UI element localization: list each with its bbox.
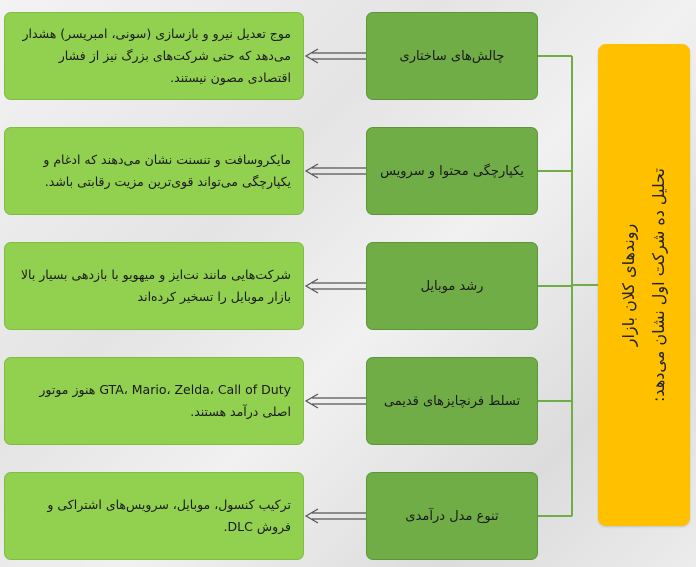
arrow-5 — [306, 509, 366, 523]
description-box-4 — [4, 357, 304, 445]
category-revenue-diversity — [366, 472, 538, 560]
root-node — [598, 44, 690, 526]
description-box-5 — [4, 472, 304, 560]
description-text: GTA، Mario، Zelda، Call of Duty هنوز موتور اصلی درآمد هستند. — [39, 382, 291, 419]
description-text: مایکروسافت و تنسنت نشان می‌دهند که ادغام و یکپارچگی می‌تواند قوی‌ترین مزیت رقابتی باشد. — [43, 152, 291, 189]
category-legacy-franchises — [366, 357, 538, 445]
category-label: تنوع مدل درآمدی — [405, 508, 499, 524]
category-structural-challenges — [366, 12, 538, 100]
category-mobile-growth — [366, 242, 538, 330]
arrow-4 — [306, 394, 366, 408]
category-label: یکپارچگی محتوا و سرویس — [380, 163, 524, 179]
description-box-1 — [4, 12, 304, 100]
arrow-3 — [306, 279, 366, 293]
category-content-integration — [366, 127, 538, 215]
root-title: روندهای کلان بازار — [619, 223, 638, 347]
category-label: تسلط فرنچایزهای قدیمی — [383, 393, 521, 409]
description-box-2 — [4, 127, 304, 215]
category-label: رشد موبایل — [420, 278, 484, 294]
description-text: شرکت‌هایی مانند نت‌ایز و میهویو با بازدهی بسیار بالا بازار موبایل را تسخیر کرده‌اند — [20, 267, 291, 304]
arrow-2 — [306, 164, 366, 178]
description-box-3 — [4, 242, 304, 330]
arrow-1 — [306, 49, 366, 63]
category-label: چالش‌های ساختاری — [399, 48, 505, 64]
description-text: ترکیب کنسول، موبایل، سرویس‌های اشتراکی و فروش DLC. — [47, 497, 291, 534]
root-text — [614, 55, 674, 515]
description-text: موج تعدیل نیرو و بازسازی (سونی، امبریسر) هشدار می‌دهد که حتی شرکت‌های بزرگ نیز از فشار اقتصادی مصون نیستند. — [22, 26, 291, 85]
root-subtitle: تحلیل ده شرکت اول نشان می‌دهد: — [649, 168, 668, 402]
